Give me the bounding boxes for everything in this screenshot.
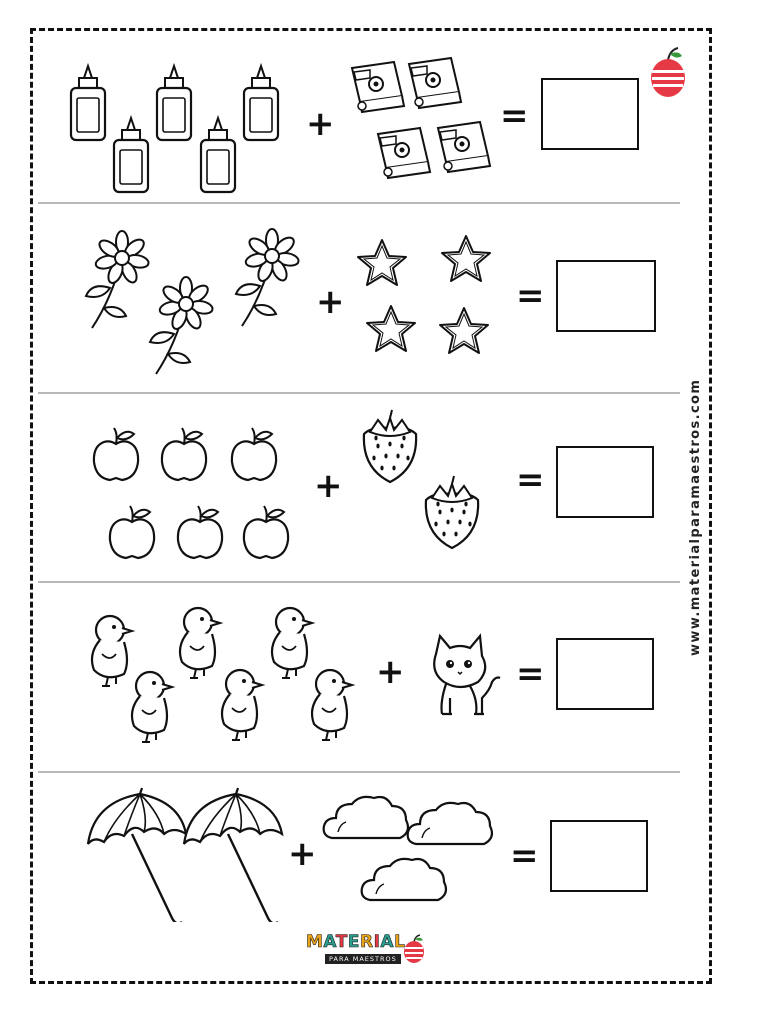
cloud-icon [324, 797, 408, 838]
apple-icon [162, 428, 206, 480]
problem-row-4 [0, 582, 768, 772]
equals-sign: = [516, 654, 545, 694]
chick-icon [272, 608, 312, 678]
logo-letter: R [360, 932, 374, 952]
umbrella-icon [184, 788, 282, 922]
strawberry-icon [426, 476, 478, 548]
pencil-sharpener-icon [438, 122, 490, 172]
star-icon [367, 306, 415, 351]
flower-icon [86, 231, 150, 328]
logo-title [306, 932, 405, 952]
problem-row-5 [0, 772, 768, 922]
pencil-sharpener-icon [378, 128, 430, 178]
strawberry-icon [364, 410, 416, 482]
glue-bottle-icon [201, 118, 235, 192]
glue-bottle-icon [114, 118, 148, 192]
apple-icon [178, 506, 222, 558]
problem-row-3 [0, 392, 768, 582]
star-icon [442, 236, 490, 281]
glue-bottle-icon [71, 66, 105, 140]
chick-icon [92, 616, 132, 686]
pencil-sharpener-icon [352, 62, 404, 112]
plus-sign: + [314, 466, 343, 506]
star-icon [440, 308, 488, 353]
star-icon [358, 240, 406, 285]
equals-sign: = [500, 96, 529, 136]
equals-sign: = [510, 836, 539, 876]
answer-box[interactable] [556, 638, 654, 710]
glue-bottle-icon [244, 66, 278, 140]
plus-sign: + [376, 652, 405, 692]
kitten-icon [434, 636, 500, 714]
apple-icon [232, 428, 276, 480]
pencil-sharpener-icon [409, 58, 461, 108]
equals-sign: = [516, 460, 545, 500]
glue-bottle-icon [157, 66, 191, 140]
equals-sign: = [516, 276, 545, 316]
logo-letter: A [323, 932, 336, 952]
logo-letter: M [306, 932, 324, 952]
logo-letter: E [347, 932, 360, 952]
answer-box[interactable] [556, 260, 656, 332]
apple-icon [244, 506, 288, 558]
chick-icon [222, 670, 262, 740]
cloud-icon [362, 859, 446, 900]
brand-logo [303, 930, 427, 970]
chick-icon [312, 670, 352, 740]
flower-icon [150, 277, 214, 374]
cloud-icon [408, 803, 492, 844]
website-url: www.materialparamaestros.com [688, 378, 703, 656]
logo-letter: L [394, 932, 406, 952]
problem-row-2 [0, 200, 768, 392]
chick-icon [180, 608, 220, 678]
apple-logo-icon [403, 934, 425, 964]
apple-icon [94, 428, 138, 480]
problem-row-1 [0, 0, 768, 200]
plus-sign: + [316, 282, 345, 322]
answer-box[interactable] [541, 78, 639, 150]
logo-subtitle: PARA MAESTROS [325, 954, 401, 964]
plus-sign: + [306, 104, 335, 144]
logo-letter: I [373, 932, 381, 952]
plus-sign: + [288, 834, 317, 874]
flower-icon [236, 229, 300, 326]
logo-letter: A [380, 932, 395, 952]
chick-icon [132, 672, 172, 742]
apple-icon [110, 506, 154, 558]
answer-box[interactable] [550, 820, 648, 892]
umbrella-icon [88, 788, 186, 922]
logo-letter: T [335, 932, 348, 952]
answer-box[interactable] [556, 446, 654, 518]
